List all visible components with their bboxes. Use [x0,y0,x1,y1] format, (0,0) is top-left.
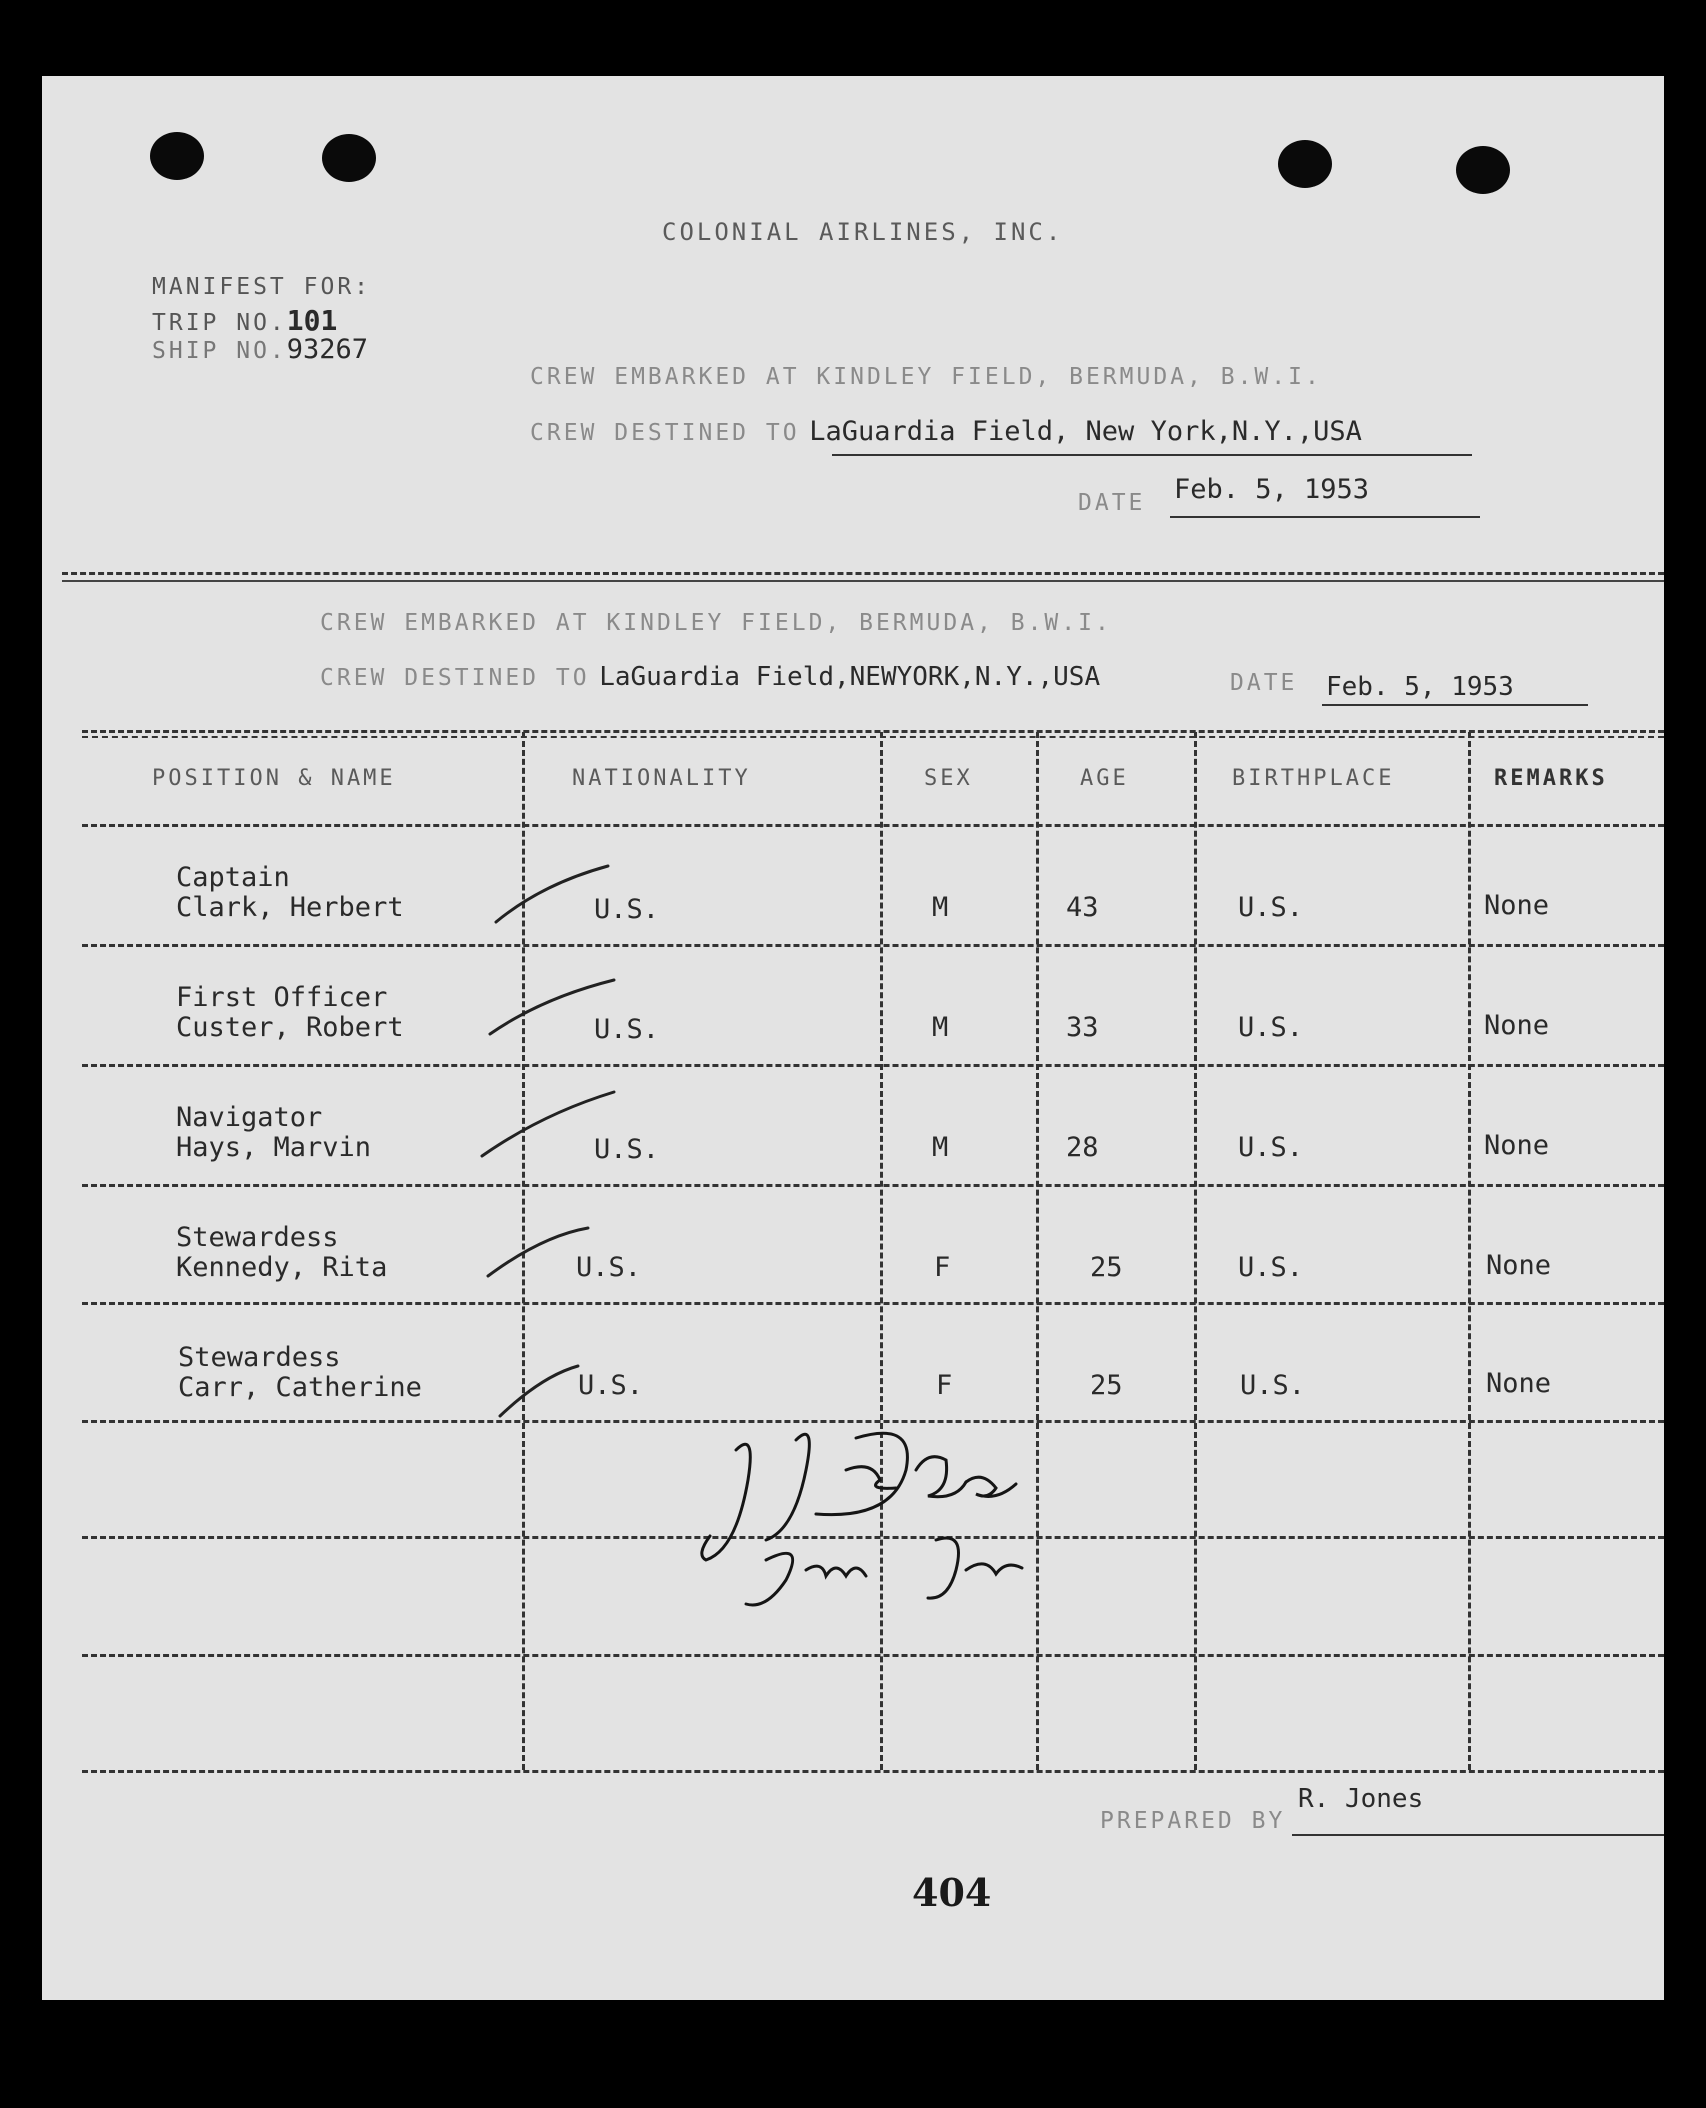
trip-label: TRIP NO. [152,310,287,336]
cell-name: Custer, Robert [176,1012,404,1043]
manifest-for-label: MANIFEST FOR: [152,274,372,300]
check-marks [42,76,1664,2000]
cell-age: 25 [1090,1252,1123,1283]
prepared-by-value: R. Jones [1298,1784,1424,1814]
check-mark [490,980,614,1034]
cell-nationality: U.S. [578,1370,644,1401]
date-label: DATE [1078,490,1146,516]
underline [1292,1834,1664,1836]
cell-birthplace: U.S. [1240,1370,1306,1401]
ship-label: SHIP NO. [152,338,287,364]
check-mark [482,1092,614,1156]
cell-position: Stewardess [176,1222,339,1253]
cell-nationality: U.S. [594,894,660,925]
trip-value: 101 [286,304,338,337]
cell-remarks: None [1486,1368,1552,1399]
manifest-page [42,76,1664,2000]
cell-position: Stewardess [178,1342,341,1373]
cell-age: 43 [1066,892,1099,923]
check-mark [496,866,608,922]
cell-birthplace: U.S. [1238,1132,1304,1163]
col-header-remarks: REMARKS [1494,766,1608,791]
cell-sex: M [932,1012,949,1043]
cell-sex: M [932,892,949,923]
cell-birthplace: U.S. [1238,1252,1304,1283]
col-header-birthplace: BIRTHPLACE [1232,766,1395,791]
col-header-position: POSITION & NAME [152,766,396,791]
page-number: 404 [912,1870,992,1915]
check-mark [500,1366,578,1416]
embarked-line-2: CREW EMBARKED AT KINDLEY FIELD, BERMUDA, B.W.I. [320,610,1112,636]
cell-birthplace: U.S. [1238,892,1304,923]
cell-position: First Officer [176,982,388,1013]
embarked-line: CREW EMBARKED AT KINDLEY FIELD, BERMUDA, B.W.I. [530,364,1322,390]
cell-remarks: None [1484,890,1550,921]
date-value-2: Feb. 5, 1953 [1326,672,1514,702]
cell-sex: F [934,1252,951,1283]
cell-name: Carr, Catherine [178,1372,422,1403]
cell-age: 28 [1066,1132,1099,1163]
cell-name: Kennedy, Rita [176,1252,388,1283]
cell-remarks: None [1486,1250,1552,1281]
cell-age: 25 [1090,1370,1123,1401]
company-name: COLONIAL AIRLINES, INC. [662,218,1064,246]
date-label-2: DATE [1230,670,1298,696]
cell-remarks: None [1484,1010,1550,1041]
cell-position: Captain [176,862,290,893]
cell-age: 33 [1066,1012,1099,1043]
cell-name: Hays, Marvin [176,1132,372,1163]
col-header-sex: SEX [924,766,973,791]
cell-name: Clark, Herbert [176,892,404,923]
cell-sex: F [936,1370,953,1401]
cell-nationality: U.S. [594,1014,660,1045]
prepared-by-label: PREPARED BY [1100,1808,1286,1834]
destined-label-2: CREW DESTINED TO [320,665,590,691]
cell-sex: M [932,1132,949,1163]
check-mark [488,1228,588,1276]
destined-label: CREW DESTINED TO [530,420,800,446]
destined-value-2: LaGuardia Field,NEWYORK,N.Y.,USA [599,662,1101,692]
destined-value: LaGuardia Field, New York,N.Y.,USA [809,416,1362,447]
col-header-age: AGE [1080,766,1129,791]
cell-nationality: U.S. [576,1252,642,1283]
col-header-nationality: NATIONALITY [572,766,751,791]
cell-nationality: U.S. [594,1134,660,1165]
cell-position: Navigator [176,1102,323,1133]
ship-value: 93267 [286,334,369,365]
inspector-signature [666,1410,1086,1630]
date-value: Feb. 5, 1953 [1174,474,1370,505]
cell-remarks: None [1484,1130,1550,1161]
cell-birthplace: U.S. [1238,1012,1304,1043]
